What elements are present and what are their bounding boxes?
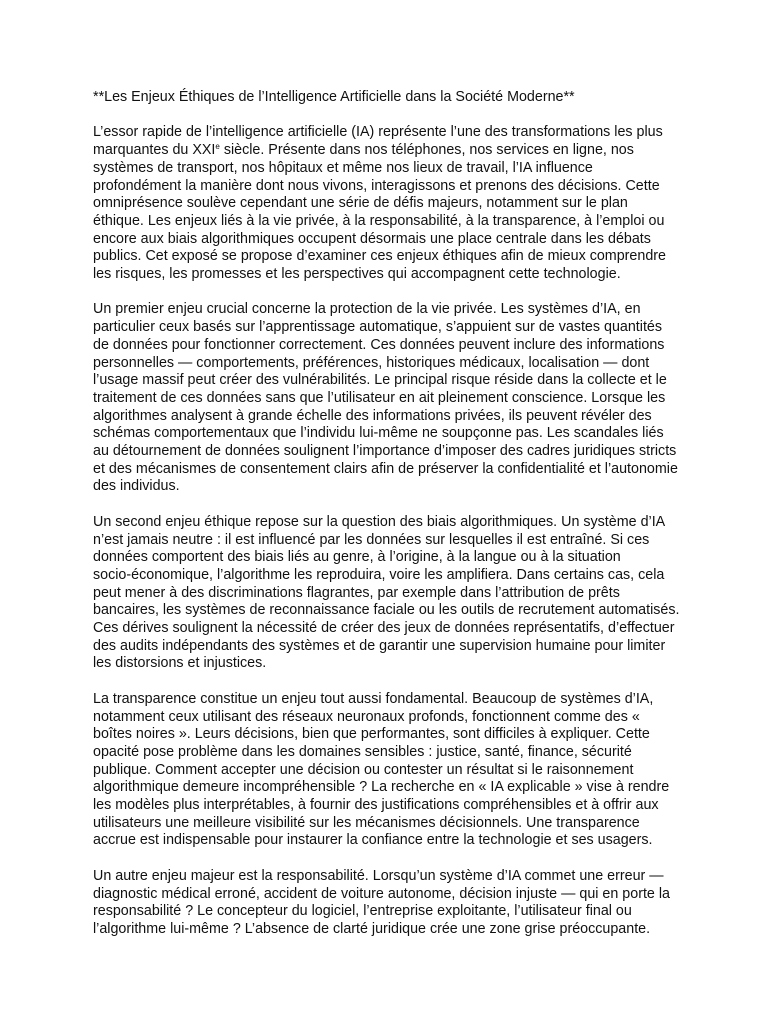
- paragraph: [93, 691, 679, 850]
- text-line: diagnostic médical erroné, accident de voiture autonome, décision injuste — qui en porte la: [93, 885, 670, 902]
- text-line: socio-économique, l’algorithme les reproduira, voire les amplifiera. Dans certains cas, cela: [93, 566, 665, 583]
- text-line: n’est jamais neutre : il est influencé par les données sur lesquelles il est entraîné. Si ces: [93, 531, 650, 548]
- text-line: responsabilité ? Le concepteur du logiciel, l’entreprise exploitante, l’utilisateur final ou: [93, 903, 632, 920]
- text-line: de données pour fonctionner correctement. Ces données peuvent inclure des informations: [93, 336, 665, 353]
- text-line: Un second enjeu éthique repose sur la question des biais algorithmiques. Un système d’IA: [93, 513, 666, 530]
- text-run: marquantes du XXI: [93, 142, 216, 159]
- document-page: [93, 89, 679, 956]
- text-line: encore aux biais algorithmiques occupent désormais une place centrale dans les débats: [93, 230, 651, 247]
- text-line: des individus.: [93, 478, 180, 495]
- text-line: L’essor rapide de l’intelligence artificielle (IA) représente l’une des transformations les plus: [93, 124, 663, 141]
- paragraph: [93, 868, 679, 939]
- paragraph: [93, 124, 679, 283]
- text-line: utilisateurs une meilleure visibilité sur les mécanismes décisionnels. Une transparence: [93, 814, 640, 831]
- text-line: Un premier enjeu crucial concerne la protection de la vie privée. Les systèmes d’IA, en: [93, 301, 641, 318]
- text-line: algorithmes analysent à grande échelle des informations privées, ils peuvent révéler des: [93, 407, 652, 424]
- text-line: accrue est indispensable pour instaurer la confiance entre la technologie et ses usagers.: [93, 832, 653, 849]
- text-line: les risques, les promesses et les perspectives qui accompagnent cette technologie.: [93, 266, 621, 283]
- text-line: l’algorithme lui-même ? L’absence de clarté juridique crée une zone grise préoccupante.: [93, 920, 651, 937]
- text-line: [93, 142, 679, 160]
- text-line: profondément la manière dont nous vivons, interagissons et prenons des décisions. Cette: [93, 177, 660, 194]
- text-line: personnelles — comportements, préférences, historiques médicaux, localisation — dont: [93, 354, 650, 371]
- text-line: algorithmique demeure incompréhensible ? La recherche en « IA explicable » vise à rendre: [93, 779, 670, 796]
- text-line: des audits indépendants des systèmes et de garantir une supervision humaine pour limiter: [93, 637, 666, 654]
- document-title: **Les Enjeux Éthiques de l’Intelligence Artificielle dans la Société Moderne**: [93, 89, 575, 105]
- text-line: publique. Comment accepter une décision ou contester un résultat si le raisonnement: [93, 761, 634, 778]
- document-body: [93, 124, 679, 938]
- text-line: les modèles plus interprétables, à fournir des justifications compréhensibles et à offrir aux: [93, 797, 659, 814]
- text-line: peut mener à des discriminations flagrantes, par exemple dans l’attribution de prêts: [93, 584, 620, 601]
- text-line: et des mécanismes de consentement clairs afin de préserver la confidentialité et l’autonomie: [93, 460, 678, 477]
- text-line: au détournement de données soulignent l’importance d’imposer des cadres juridiques stricts: [93, 443, 677, 460]
- text-line: notamment ceux utilisant des réseaux neuronaux profonds, fonctionnent comme des «: [93, 708, 640, 725]
- text-line: bancaires, les systèmes de reconnaissance faciale ou les outils de recrutement automatisés.: [93, 602, 680, 619]
- superscript-ordinal: e: [215, 142, 220, 152]
- paragraph: [93, 514, 679, 673]
- text-line: éthique. Les enjeux liés à la vie privée, à la responsabilité, à la transparence, à l’emploi ou: [93, 212, 665, 229]
- text-line: omniprésence soulève cependant une série de défis majeurs, notamment sur le plan: [93, 195, 628, 212]
- text-line: schémas comportementaux que l’individu lui-même ne soupçonne pas. Les scandales liés: [93, 425, 664, 442]
- text-line: traitement de ces données sans que l’utilisateur en ait pleinement conscience. Lorsque les: [93, 389, 666, 406]
- text-line: publics. Cet exposé se propose d’examiner ces enjeux éthiques afin de mieux comprendre: [93, 248, 666, 265]
- text-line: systèmes de transport, nos hôpitaux et même nos lieux de travail, l’IA influence: [93, 159, 593, 176]
- text-line: les distorsions et injustices.: [93, 655, 267, 672]
- text-line: Un autre enjeu majeur est la responsabilité. Lorsqu’un système d’IA commet une erreur —: [93, 867, 664, 884]
- text-line: Ces dérives soulignent la nécessité de créer des jeux de données représentatifs, d’effectuer: [93, 620, 675, 637]
- text-run: siècle. Présente dans nos téléphones, nos services en ligne, nos: [219, 142, 634, 159]
- text-line: opacité pose problème dans les domaines sensibles : justice, santé, finance, sécurité: [93, 743, 632, 760]
- text-line: La transparence constitue un enjeu tout aussi fondamental. Beaucoup de systèmes d’IA,: [93, 690, 654, 707]
- text-line: données comportent des biais liés au genre, à l’origine, à la langue ou à la situation: [93, 549, 621, 566]
- paragraph: [93, 301, 679, 496]
- text-line: l’usage massif peut créer des vulnérabilités. Le principal risque réside dans la collecte et le: [93, 372, 667, 389]
- text-line: particulier ceux basés sur l’apprentissage automatique, s’appuient sur de vastes quantités: [93, 319, 663, 336]
- text-line: boîtes noires ». Leurs décisions, bien que performantes, sont difficiles à expliquer. Cette: [93, 726, 650, 743]
